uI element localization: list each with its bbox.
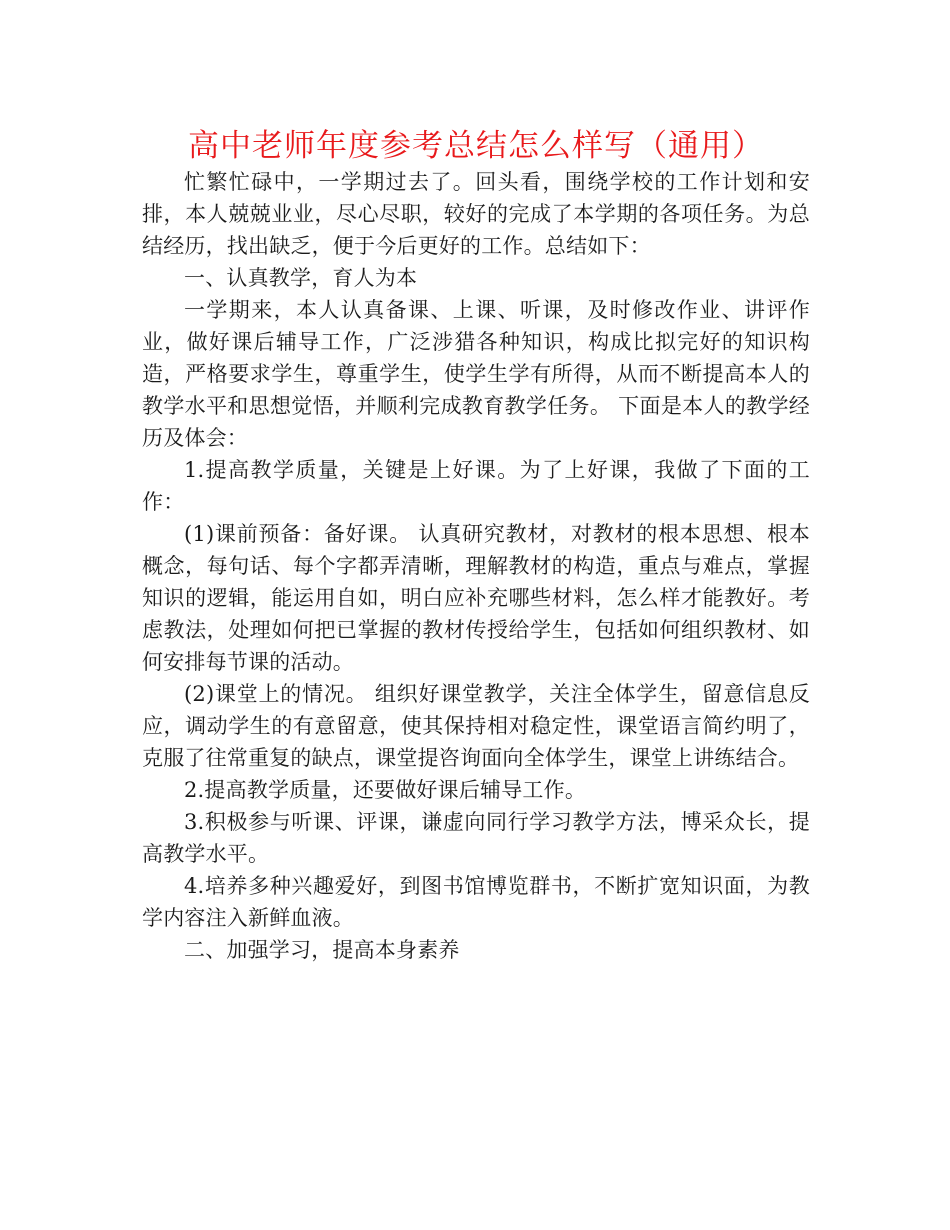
- section-heading-1: 一、认真教学，育人为本: [184, 266, 418, 290]
- document-title: 高中老师年度参考总结怎么样写（通用）: [188, 128, 764, 164]
- paragraph-intro: 忙繁忙碌中，一学期过去了。回头看，围绕学校的工作计划和安排，本人兢兢业业，尽心尽职，较好的完成了本学期的各项任务。为总结经历，找出缺乏，便于今后更好的工作。总结如下：: [142, 170, 810, 258]
- list-item-4: 4.培养多种兴趣爱好，到图书馆博览群书，不断扩宽知识面，为教学内容注入新鲜血液。: [142, 874, 810, 930]
- paragraph-teaching: 一学期来，本人认真备课、上课、听课，及时修改作业、讲评作业，做好课后辅导工作，广泛涉猎各种知识，构成比拟完好的知识构造，严格要求学生，尊重学生，使学生学有所得，从而不断提高本人的教学水平和思想觉悟，并顺利完成教育教学任务。 下面是本人的教学经历及体会：: [142, 298, 810, 450]
- sub-item-1: (1)课前预备：备好课。 认真研究教材，对教材的根本思想、根本概念，每句话、每个字都弄清晰，理解教材的构造，重点与难点，掌握知识的逻辑，能运用自如，明白应补充哪些材料，怎么样才能教好。考虑教法，处理如何把已掌握的教材传授给学生，包括如何组织教材、如何安排每节课的活动。: [142, 522, 810, 674]
- list-item-2: 2.提高教学质量，还要做好课后辅导工作。: [184, 778, 587, 802]
- sub-item-2: (2)课堂上的情况。 组织好课堂教学，关注全体学生，留意信息反应，调动学生的有意留意，使其保持相对稳定性，课堂语言简约明了，克服了往常重复的缺点，课堂提咨询面向全体学生，课堂上讲练结合。: [142, 682, 810, 770]
- list-item-1: 1.提高教学质量，关键是上好课。为了上好课，我做了下面的工作：: [142, 458, 810, 514]
- document-body: [142, 126, 810, 966]
- list-item-3: 3.积极参与听课、评课，谦虚向同行学习教学方法，博采众长，提高教学水平。: [142, 810, 810, 866]
- section-heading-2: 二、加强学习，提高本身素养: [184, 938, 460, 962]
